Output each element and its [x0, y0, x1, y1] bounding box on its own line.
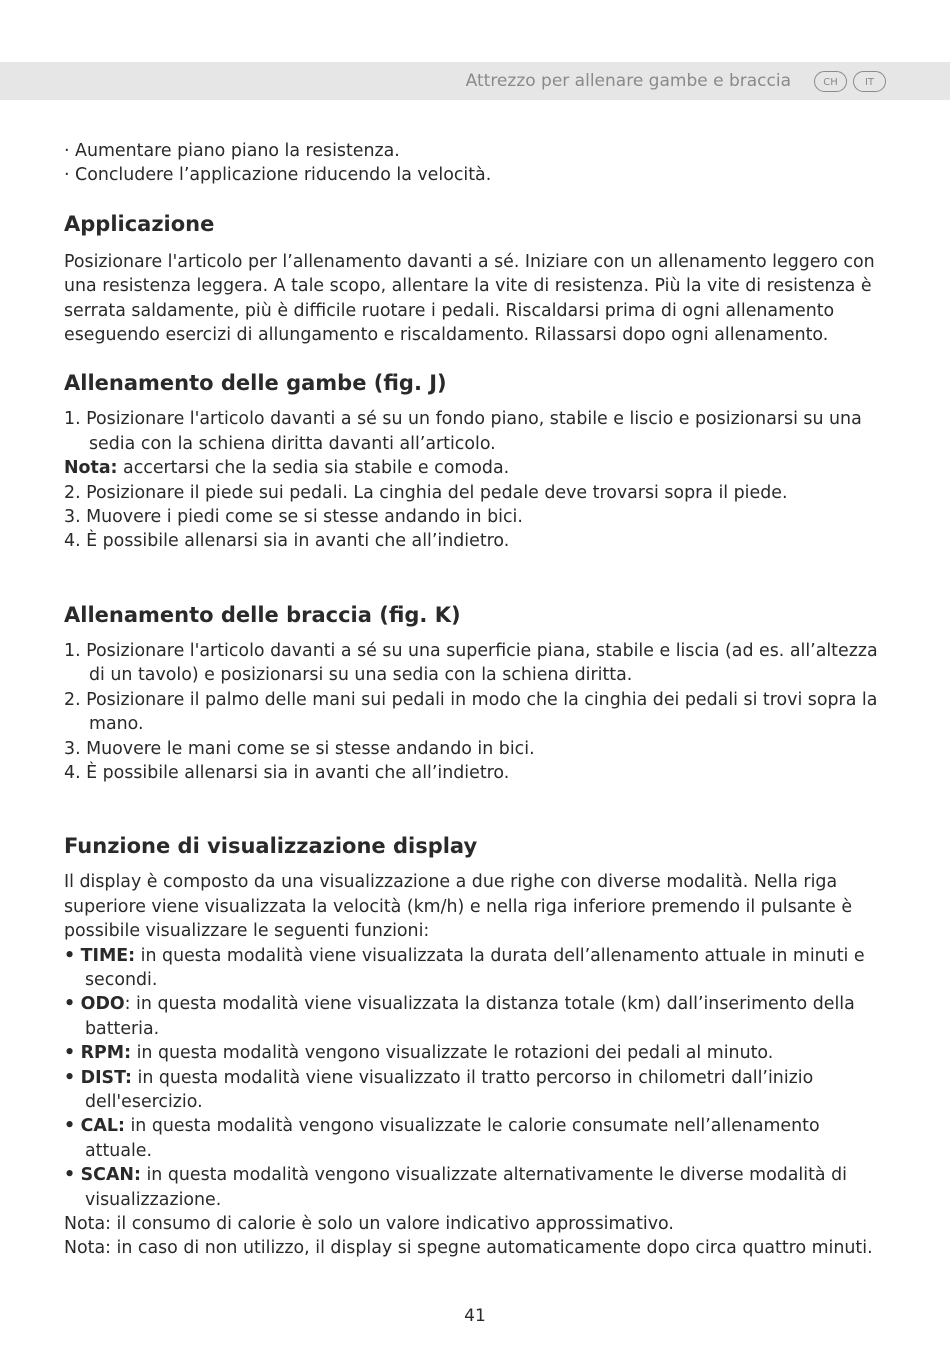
bullet-item-time — [64, 944, 888, 993]
note-text: accertarsi che la sedia sia stabile e comoda. — [117, 458, 510, 479]
mode-label: TIME: — [80, 945, 136, 966]
mode-label: SCAN: — [80, 1165, 141, 1186]
mode-text: : in questa modalità viene visualizzata la distanza totale (km) dall’inserimento della batteria. — [85, 994, 855, 1039]
list-item: 4. È possibile allenarsi sia in avanti che all’indietro. — [64, 762, 510, 783]
section-heading-applicazione: Applicazione — [64, 211, 215, 236]
display-intro: Il display è composto da una visualizzazione a due righe con diverse modalità. Nella riga superiore viene visualizzata la velocità (km/h) e nella riga inferiore premendo il pulsante è possibile visualizzare le seguenti funzioni: — [64, 872, 853, 942]
bullet-icon: • — [64, 1165, 76, 1186]
page-number: 41 — [464, 1306, 486, 1326]
intro-line: · Concludere l’applicazione riducendo la velocità. — [64, 165, 492, 186]
mode-text: in questa modalità vengono visualizzate alternativamente le diverse modalità di visualizzazione. — [85, 1165, 847, 1210]
bullet-icon: • — [64, 1116, 76, 1137]
intro-line: · Aumentare piano piano la resistenza. — [64, 141, 400, 161]
bullet-item-odo — [64, 992, 888, 1041]
applicazione-text: Posizionare l'articolo per l’allenamento davanti a sé. Iniziare con un allenamento leggero con una resistenza leggera. A tale scopo, allentare la vite di resistenza. Più la vite di resistenza è serrata saldamente, più è difficile ruotare i pedali. Riscaldarsi prima di ogni allenamento eseguendo esercizi di allungamento e riscaldamento. Rilassarsi dopo ogni allenamento. — [64, 251, 875, 346]
mode-label: ODO — [80, 994, 125, 1015]
page-header — [0, 62, 950, 100]
mode-text: in questa modalità vengono visualizzate le calorie consumate nell’allenamento attuale. — [85, 1116, 820, 1161]
mode-text: in questa modalità viene visualizzata la durata dell’allenamento attuale in minuti e secondi. — [85, 945, 865, 990]
note-line: Nota: in caso di non utilizzo, il display si spegne automaticamente dopo circa quattro minuti. — [64, 1238, 873, 1259]
list-item: 1. Posizionare l'articolo davanti a sé su un fondo piano, stabile e liscio e posizionarsi su una sedia con la schiena diritta davanti all’articolo. — [64, 409, 862, 454]
bullet-icon: • — [64, 945, 76, 966]
header-title: Attrezzo per allenare gambe e braccia — [465, 71, 791, 91]
list-item: 2. Posizionare il palmo delle mani sui pedali in modo che la cinghia dei pedali si trovi sopra la mano. — [64, 689, 878, 735]
list-item: 3. Muovere i piedi come se si stesse andando in bici. — [64, 507, 523, 528]
bullet-item-rpm — [64, 1041, 888, 1065]
bullet-icon: • — [64, 1067, 76, 1088]
mode-label: CAL: — [80, 1116, 125, 1137]
bullet-item-cal — [64, 1114, 888, 1163]
bullet-icon: • — [64, 1043, 76, 1064]
section-heading-display: Funzione di visualizzazione display — [64, 834, 478, 859]
mode-label: DIST: — [80, 1067, 132, 1088]
mode-label: RPM: — [80, 1043, 132, 1064]
language-badge-it: IT — [853, 71, 886, 92]
section-heading-gambe: Allenamento delle gambe (fig. J) — [64, 371, 447, 396]
note-line — [64, 456, 888, 480]
mode-text: in questa modalità vengono visualizzate le rotazioni dei pedali al minuto. — [131, 1043, 774, 1064]
section-heading-braccia: Allenamento delle braccia (fig. K) — [64, 602, 461, 627]
page-content — [64, 139, 888, 1261]
list-item: 1. Posizionare l'articolo davanti a sé su una superficie piana, stabile e liscia (ad es. all’altezza di un tavolo) e posizionarsi su una sedia con la schiena diritta. — [64, 640, 878, 686]
mode-text: in questa modalità viene visualizzato il tratto percorso in chilometri dall’inizio dell'esercizio. — [85, 1067, 814, 1112]
list-item: 4. È possibile allenarsi sia in avanti che all’indietro. — [64, 531, 510, 552]
bullet-icon: • — [64, 994, 76, 1015]
note-line: Nota: il consumo di calorie è solo un valore indicativo approssimativo. — [64, 1214, 674, 1234]
bullet-item-scan — [64, 1163, 888, 1212]
country-badge-ch: CH — [814, 71, 847, 92]
list-item: 3. Muovere le mani come se si stesse andando in bici. — [64, 738, 535, 759]
bullet-item-dist — [64, 1066, 888, 1115]
note-label: Nota: — [64, 458, 118, 479]
list-item: 2. Posizionare il piede sui pedali. La cinghia del pedale deve trovarsi sopra il piede. — [64, 482, 788, 503]
